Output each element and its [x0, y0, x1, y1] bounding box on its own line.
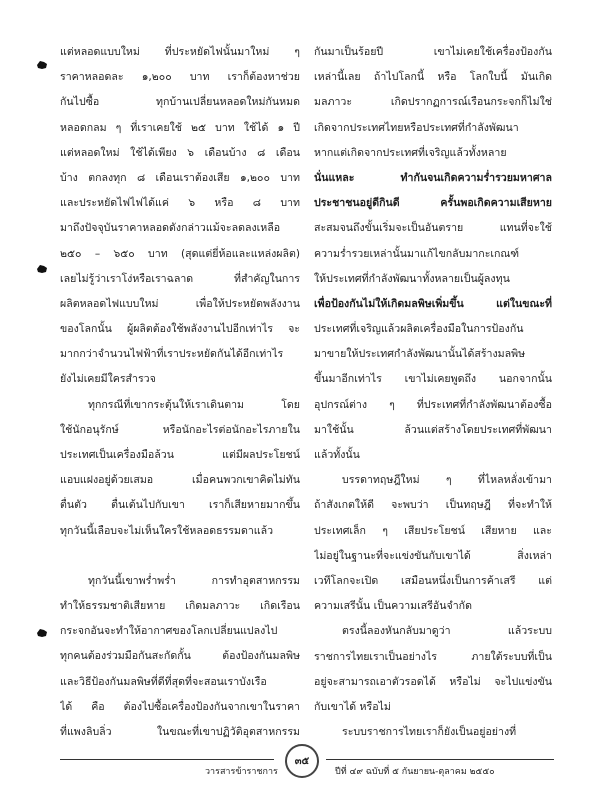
- body-text-line: มาถึงปัจจุบันราคาหลอดดังกล่าวแม้จะลดลงเหลือ: [60, 222, 281, 235]
- body-text-line: มาใช้นั้น ล้วนแต่สร้างโดยประเทศที่พัฒนา: [314, 423, 552, 436]
- body-text-line: มากกว่าจำนวนไฟฟ้าที่เราประหยัดกันได้อีกเท่าไร: [60, 348, 284, 361]
- body-text-line: ทำให้ธรรมชาติเสียหาย เกิดมลภาวะ เกิดเรือน: [60, 599, 300, 612]
- body-text-line: ๒๕๐ – ๖๕๐ บาท (สุดแต่ยี่ห้อและแหล่งผลิต): [60, 247, 300, 260]
- body-text-line: สะสมจนถึงขั้นเริ่มจะเป็นอันตราย แทนที่จะใช้: [314, 222, 552, 235]
- body-text-line: ประชาชนอยู่ดีกินดี ครั้นพอเกิดความเสียหาย: [314, 197, 552, 210]
- punch-hole-mark-icon: [36, 60, 48, 70]
- body-text-line: กับเขาได้ หรือไม่: [314, 700, 391, 713]
- body-text-line: และวิธีป้องกันมลพิษที่ดีที่สุดที่จะสอนเราบังเรือ: [60, 675, 267, 688]
- page-number: ๓๕: [294, 755, 310, 767]
- footer-issue-info: ปีที่ ๔๙ ฉบับที่ ๕ กันยายน-ตุลาคม ๒๕๕๐: [335, 767, 495, 777]
- body-text-line: ประเทศเล็ก ๆ เสียประโยชน์ เสียหาย และ: [314, 524, 552, 537]
- body-text-line: กระจกอันจะทำให้อากาศของโลกเปลี่ยนแปลงไป: [60, 625, 278, 638]
- body-text-line: ราชการไทยเราเป็นอย่างไร ภายใต้ระบบที่เป็น: [314, 650, 552, 663]
- body-text-line: หากแต่เกิดจากประเทศที่เจริญแล้วทั้งหลาย: [314, 146, 507, 159]
- paragraph-start-line: ตรงนี้ลองหันกลับมาดูว่า แล้วระบบ: [342, 625, 552, 638]
- body-text-line: ถ้าสังเกตให้ดี จะพบว่า เป็นทฤษฎี ที่จะทำให้: [314, 499, 552, 512]
- body-text-line: ยังไม่เคยมีใครสำรวจ: [60, 373, 156, 386]
- body-text-line: ประเทศเป็นเครื่องมือล้วน แต่มีผลประโยชน์: [60, 449, 300, 461]
- paragraph-start-line: ทุกวันนี้เขาพร่ำพร่ำ การทำอุตสาหกรรม: [88, 574, 300, 587]
- paragraph-gap: [60, 544, 300, 569]
- body-text-line: ที่แพงลิบลิ่ว ในขณะที่เขาปฏิวัติอุตสาหกรรม: [60, 725, 300, 738]
- body-text-line: เลยไม่รู้ว่าเราโง่หรือเราฉลาด ที่สำคัญในการ: [60, 272, 300, 285]
- body-text-line: ความร่ำรวยเหล่านั้นมาแก้ไขกลับมากะเกณฑ์: [314, 247, 520, 260]
- body-text-line: ทุกวันนี้เลือบจะไม่เห็นใครใช้หลอดธรรมดาแล้ว: [60, 524, 274, 537]
- page-number-badge: [285, 744, 319, 778]
- left-text-column: [60, 40, 300, 745]
- body-text-line: มาขายให้ประเทศกำลังพัฒนานั้นได้สร้างมลพิษ: [314, 348, 526, 361]
- body-text-line: ใช้นักอนุรักษ์ หรือนักอะไรต่อนักอะไรภายใน: [60, 423, 300, 436]
- body-text-line: ตื่นตัว ตื่นเต้นไปกับเขา เราก็เสียหายมากขึ้น: [60, 499, 300, 512]
- footer-right-divider: [326, 759, 554, 760]
- body-text-line: ให้ประเทศที่กำลังพัฒนาทั้งหลายเป็นผู้ลงทุน: [314, 272, 510, 285]
- footer-left-divider: [60, 759, 274, 760]
- paragraph-start-line: ทุกกรณีที่เขากระตุ้นให้เราเดินตาม โดย: [88, 398, 300, 411]
- body-text-line: อุปกรณ์ต่าง ๆ ที่ประเทศที่กำลังพัฒนาต้องซื้อ: [314, 398, 552, 411]
- footer-journal-name: วารสารข้าราชการ: [205, 767, 278, 777]
- body-text-line: นั่นแหละ ทำกันจนเกิดความร่ำรวยมหาศาล: [314, 171, 552, 184]
- body-text-line: กันมาเป็นร้อยปี เขาไม่เคยใช้เครื่องป้องกัน: [314, 46, 552, 58]
- body-text-line: เกิดจากประเทศไทยหรือประเทศที่กำลังพัฒนา: [314, 121, 519, 134]
- body-text-line: กันไปซื้อ ทุกบ้านเปลี่ยนหลอดใหม่กันหมด: [60, 96, 300, 109]
- body-text-line: บ้าง ตกลงทุก ๘ เดือนเราต้องเสีย ๑,๒๐๐ บาท: [60, 171, 300, 184]
- body-text-line: มลภาวะ เกิดปรากฏการณ์เรือนกระจกก็ไม่ใช่: [314, 96, 552, 109]
- punch-hole-mark-icon: [36, 628, 48, 638]
- body-text-line: ขึ้นมาอีกเท่าไร เขาไม่เคยพูดถึง นอกจากนั้น: [314, 373, 552, 386]
- body-text-line: ไม่อยู่ในฐานะที่จะแข่งขันกับเขาได้ สิ่งเหล่า: [314, 549, 552, 562]
- body-text-line: อยู่จะสามารถเอาตัวรอดได้ หรือไม่ จะไปแข่งขัน: [314, 675, 552, 688]
- paragraph-start-line: บรรดาทฤษฎีใหม่ ๆ ที่ไหลหลั่งเข้ามา: [342, 474, 552, 487]
- body-text-line: แล้วทั้งนั้น: [314, 449, 360, 461]
- body-text-line: ของโลกนั้น ผู้ผลิตต้องใช้พลังงานไปอีกเท่าไร จะ: [60, 323, 300, 336]
- body-text-line: ราคาหลอดละ ๑,๒๐๐ บาท เราก็ต้องหาช่วย: [60, 71, 300, 84]
- body-text-line: หลอดกลม ๆ ที่เราเคยใช้ ๒๕ บาท ใช้ได้ ๑ ปี: [60, 121, 300, 134]
- paragraph-start-line: ระบบราชการไทยเราก็ยังเป็นอยู่อย่างที่: [342, 726, 517, 739]
- body-text-line: ทุกคนต้องร่วมมือกันสะกัดกั้น ต้องป้องกันมลพิษ: [60, 650, 300, 663]
- body-text-line: แอบแฝงอยู่ด้วยเสมอ เมื่อคนพวกเขาคิดไม่ทัน: [60, 474, 300, 487]
- body-text-line: แต่หลอดใหม่ ใช้ได้เพียง ๖ เดือนบ้าง ๘ เดือน: [60, 146, 300, 159]
- body-text-line: ผลิตหลอดไฟแบบใหม่ เพื่อให้ประหยัดพลังงาน: [60, 297, 300, 310]
- body-text-line: ความเสรีนั้น เป็นความเสรีอันจำกัด: [314, 600, 472, 613]
- body-text-line: ประเทศที่เจริญแล้วผลิตเครื่องมือในการป้องกัน: [314, 323, 524, 336]
- right-text-column: [314, 40, 552, 745]
- punch-hole-mark-icon: [36, 264, 48, 274]
- body-text-line: แต่หลอดแบบใหม่ ที่ประหยัดไฟนั้นมาใหม่ ๆ: [60, 46, 300, 58]
- body-text-line: เหล่านี้เลย ถ้าไปโลกนี้ หรือ โลกใบนี้ มันเกิด: [314, 71, 552, 84]
- body-text-line: เวทีโลกจะเปิด เสมือนหนึ่งเป็นการค้าเสรี แต่: [314, 574, 552, 587]
- body-text-line: ได้ คือ ต้องไปซื้อเครื่องป้องกันจากเขาในราคา: [60, 700, 300, 713]
- body-text-line: เพื่อป้องกันไม่ให้เกิดมลพิษเพิ่มขึ้น แต่ในขณะที่: [314, 297, 552, 310]
- body-text-line: และประหยัดไฟไฟได้แค่ ๖ หรือ ๘ บาท: [60, 197, 300, 210]
